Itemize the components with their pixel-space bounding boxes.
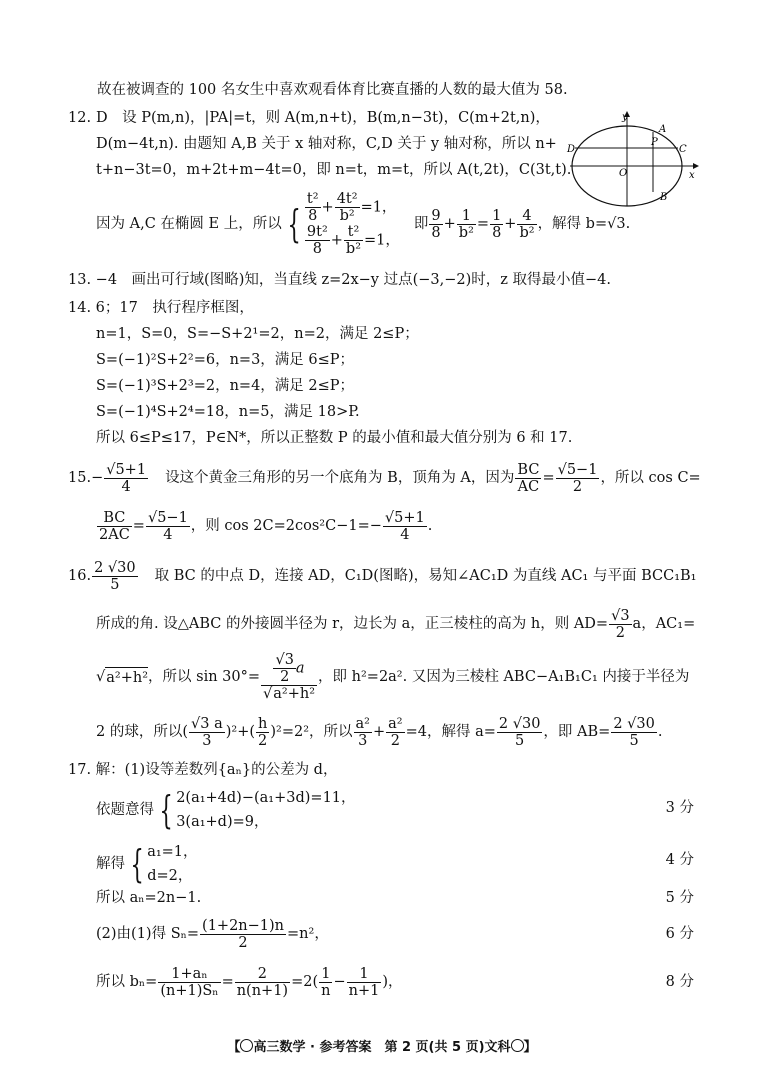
brace-icon: {	[287, 202, 301, 246]
score-8: 8 分	[665, 974, 694, 990]
fraction: $\frac{1}{8}$	[492, 207, 502, 241]
text-line-summary: 故在被调查的 100 名女生中喜欢观看体育比赛直播的人数的最大值为 58.	[97, 82, 568, 98]
label-x: x	[689, 170, 695, 181]
fraction: $\frac{√5-1}{2}$	[557, 461, 598, 495]
q14-line-4: S=(−1)³S+2³=2，n=4，满足 2≤P；	[96, 378, 355, 394]
q16-line-4: 2 的球，所以( $\frac{√3 a}{3}$ )²+( $\frac{h}{2}$ )²=2²，所以 $\frac{\text{a²}}{3}$ + $\frac{\text{a²}}{2}$ =4，解得 a= $\frac{2 √30}{5}$ ，即 AB= $\frac{2 √30}{5}$ .	[96, 715, 663, 749]
fraction: $\frac{\text{a²}}{2}$	[388, 715, 403, 749]
q14-line-6: 所以 6≤P≤17，P∈N*，所以正整数 P 的最小值和最大值分别为 6 和 17.	[96, 430, 573, 446]
label-o: O	[619, 168, 628, 179]
q16-line-1: 16. $\frac{2 √30}{5}$ 取 BC 的中点 D，连接 AD，C₁D(图略)，易知∠AC₁D 为直线 AC₁ 与平面 BCC₁B₁	[68, 559, 697, 593]
q13-line: 13. −4 画出可行域(图略)知，当直线 z=2x−y 过点(−3,−2)时，z 取得最小值−4.	[68, 272, 612, 288]
fraction: $\frac{1}{n}$	[321, 965, 331, 999]
q17-line-4: 所以 aₙ=2n−1.	[96, 890, 202, 906]
q12-line-2: D(m−4t,n). 由题知 A,B 关于 x 轴对称，C,D 关于 y 轴对称，所以 n+	[96, 136, 557, 152]
q12-line-4-pre: 因为 A,C 在椭圆 E 上，所以	[96, 216, 282, 232]
fraction: $\frac{2 √30}{5}$	[498, 715, 541, 749]
circle-icon	[511, 1039, 524, 1052]
fraction: $\frac{4}{\text{b²}}$	[519, 207, 535, 241]
fraction: $\frac{BC}{AC}$	[517, 461, 540, 495]
q16-line-3: √ a²+h² ，所以 sin 30°= $\frac{√3}{2}$ a √a²+h² ，即 h²=2a². 又因为三棱柱 ABC−A₁B₁C₁ 内接于半径为	[96, 652, 690, 702]
fraction: $\frac{√5-1}{4}$	[147, 509, 188, 543]
q12-line-3: t+n−3t=0，m+2t+m−4t=0，即 n=t，m=t，所以 A(t,2t)，C(3t,t).	[96, 162, 572, 178]
fraction: $\frac{1}{n+1}$	[348, 965, 380, 999]
fraction: $\frac{(1+2n-1)n}{2}$	[202, 917, 285, 951]
fraction: $\frac{\text{t²}}{8}$	[306, 191, 319, 224]
fraction: $\frac{√3 a}{3}$	[191, 715, 223, 749]
q14-line-5: S=(−1)⁴S+2⁴=18，n=5，满足 18>P.	[96, 404, 360, 420]
score-3: 3 分	[665, 800, 694, 816]
q16-line-2: 所成的角. 设△ABC 的外接圆半径为 r，边长为 a，正三棱柱的高为 h，则 AD= $\frac{√3}{2}$ a，AC₁=	[96, 607, 696, 641]
fraction: $\frac{1}{\text{b²}}$	[458, 207, 474, 241]
q14-line-2: n=1，S=0，S=−S+2¹=2，n=2，满足 2≤P；	[96, 326, 419, 342]
footer-text: 高三数学 · 参考答案 第 2 页(共 5 页)文科	[253, 1040, 511, 1055]
fraction: $\frac{2}{n(n+1)}$	[236, 965, 289, 999]
q17-line-1: 17. 解：(1)设等差数列{aₙ}的公差为 d，	[68, 762, 338, 778]
q17-line-2: 依题意得 { 2(a₁+4d)−(a₁+3d)=11， 3(a₁+d)=9，	[96, 788, 356, 832]
q12-line-4: 因为 A,C 在椭圆 E 上，所以 { $\frac{\text{t²}}{8}$ + $\frac{\text{4t²}}{\text{b²}}$ =1， $\frac{\text{9t²}}{8}$ + $\frac{\text{t²}}{\text{b²}}$ =1， 即 $\frac{9}{8}$ + $\frac{1}{\text{b²}}$ = $\frac{1}{8}$ + $\frac{4}{\text{b²}}$ ，解得 b=√3.	[96, 191, 631, 257]
q12-number: 12.	[68, 110, 92, 126]
fraction: $\frac{√3}{2}$ a √a²+h²	[263, 652, 316, 702]
score-6: 6 分	[665, 926, 694, 942]
score-4: 4 分	[665, 852, 694, 868]
fraction: $\frac{2 √30}{5}$	[613, 715, 655, 749]
q15-line-1: 15. − $\frac{√5+1}{4}$ 设这个黄金三角形的另一个底角为 B，顶角为 A，因为 $\frac{BC}{AC}$ = $\frac{√5-1}{2}$ ，所以 cos C=	[68, 461, 701, 495]
fraction: $\frac{√5+1}{4}$	[384, 509, 425, 543]
label-y: y	[622, 112, 628, 123]
label-c: C	[679, 144, 687, 155]
label-a: A	[659, 124, 667, 135]
label-b: B	[660, 192, 668, 203]
brace-icon: {	[159, 788, 173, 832]
ellipse-figure	[565, 108, 700, 208]
label-p: P	[651, 137, 658, 148]
fraction: $\frac{BC}{2AC}$	[99, 509, 130, 543]
page-footer: 【 高三数学 · 参考答案 第 2 页(共 5 页)文科 】	[227, 1040, 537, 1055]
fraction: $\frac{√5+1}{4}$	[106, 461, 147, 495]
fraction: $\frac{\text{4t²}}{\text{b²}}$	[336, 191, 358, 224]
brace-icon: {	[130, 842, 144, 886]
label-d: D	[567, 144, 576, 155]
fraction: $\frac{\text{a²}}{3}$	[355, 715, 370, 749]
circle-icon	[240, 1039, 253, 1052]
q17-system-2: a₁=1， d=2，	[147, 844, 198, 884]
fraction: $\frac{h}{2}$	[258, 715, 268, 749]
q17-system-1: 2(a₁+4d)−(a₁+3d)=11， 3(a₁+d)=9，	[176, 790, 356, 830]
q12-system: $\frac{\text{t²}}{8}$ + $\frac{\text{4t²}}{\text{b²}}$ =1， $\frac{\text{9t²}}{8}$ + $\frac{\text{t²}}{\text{b²}}$ =1，	[306, 191, 400, 257]
q14-line-1: 14. 6；17 执行程序框图，	[68, 300, 254, 316]
x-axis-arrow-icon	[693, 163, 699, 169]
q14-line-3: S=(−1)²S+2²=6，n=3，满足 6≤P；	[96, 352, 355, 368]
score-5: 5 分	[665, 890, 694, 906]
q17-line-5: (2)由(1)得 Sₙ= $\frac{(1+2n-1)n}{2}$ =n²，	[96, 917, 329, 951]
q15-line-2: $\frac{BC}{2AC}$ = $\frac{√5-1}{4}$ ，则 cos 2C=2cos²C−1= − $\frac{√5+1}{4}$ .	[99, 509, 433, 543]
q12-line-1: D 设 P(m,n)，|PA|=t，则 A(m,n+t)，B(m,n−3t)，C(m+2t,n)，	[96, 110, 550, 126]
fraction: $\frac{√3}{2}$	[611, 607, 630, 641]
fraction: $\frac{9}{8}$	[431, 207, 441, 241]
fraction: $\frac{\text{1+aₙ}}{\text{(n+1)Sₙ}}$	[160, 965, 219, 999]
fraction: $\frac{\text{t²}}{\text{b²}}$	[345, 224, 362, 257]
fraction: $\frac{2 √30}{5}$	[94, 559, 136, 593]
q17-line-3: 解得 { a₁=1， d=2，	[96, 842, 198, 886]
fraction: $\frac{\text{9t²}}{8}$	[306, 224, 328, 257]
q17-line-6: 所以 bₙ= $\frac{\text{1+aₙ}}{\text{(n+1)Sₙ}}$ = $\frac{2}{n(n+1)}$ =2( $\frac{1}{n}$ − $\frac{1}{n+1}$ )，	[96, 965, 403, 999]
